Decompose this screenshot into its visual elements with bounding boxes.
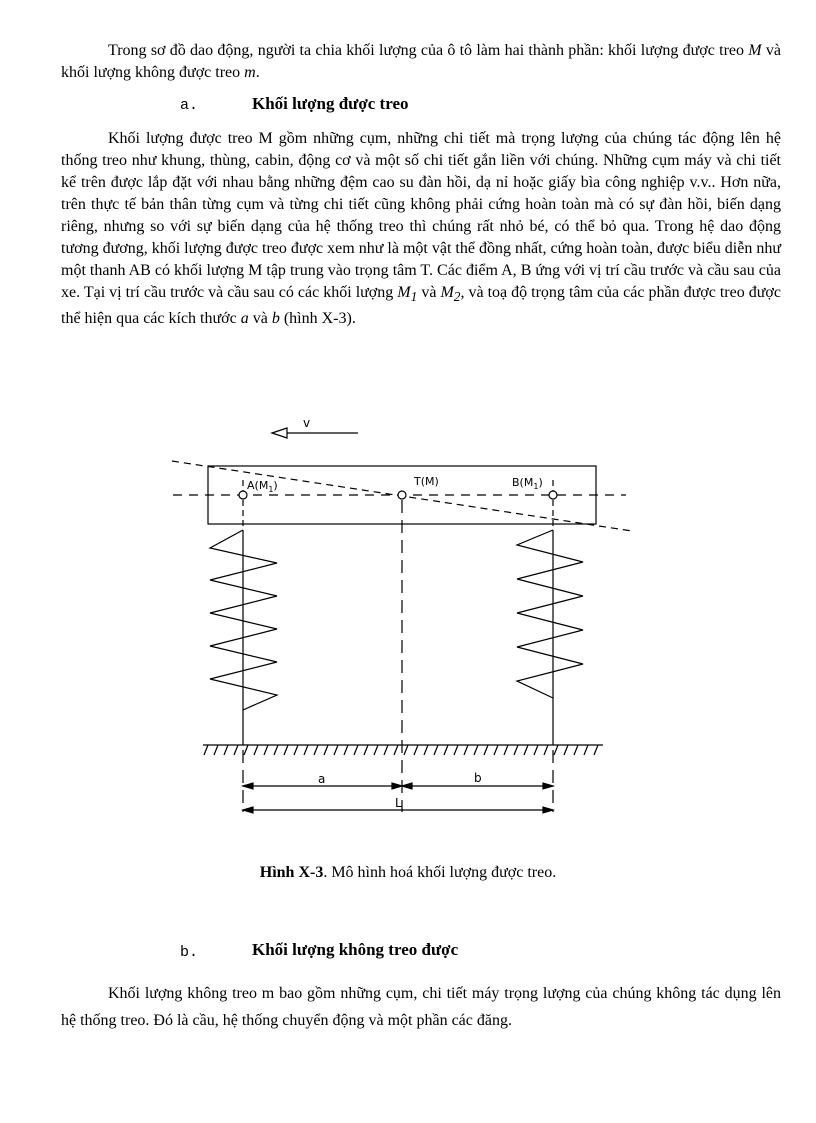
symbol-b: b bbox=[271, 310, 280, 328]
figure-number: Hình X-3 bbox=[259, 864, 324, 881]
paragraph-text: , và toạ độ trọng tâm của các phần được treo được thể hiện qua các kích thước bbox=[61, 284, 781, 328]
intro-text: Trong sơ đồ dao động, người ta chia khối lượng của ô tô làm hai thành phần: khối lượng được treo bbox=[108, 42, 749, 59]
symbol-M: M bbox=[748, 42, 762, 59]
figure-caption-text: . Mô hình hoá khối lượng được treo. bbox=[323, 864, 557, 881]
velocity-arrow-head bbox=[272, 428, 287, 438]
center-label: T(M) bbox=[414, 475, 439, 488]
paragraph-text: và bbox=[417, 284, 441, 301]
symbol-M2: M bbox=[440, 284, 454, 301]
section-b-marker: b. bbox=[180, 944, 199, 961]
symbol-a: a bbox=[240, 310, 249, 328]
dim-b-label: b bbox=[474, 771, 482, 785]
dim-arrow bbox=[402, 783, 412, 789]
point-a-label: $A(M_1)$ bbox=[247, 479, 278, 494]
point-b-label: $B(M_1)$ bbox=[512, 476, 543, 491]
dim-arrow bbox=[243, 807, 253, 813]
right-spring bbox=[517, 530, 583, 698]
section-b-paragraph: Khối lượng không treo m bao gồm những cụm, chi tiết máy trọng lượng của chúng không tác dụng lên hệ thống treo. Đó là cầu, hệ thống chuyển động và một phần các đăng. bbox=[61, 985, 781, 1029]
paragraph-text: (hình X-3). bbox=[279, 310, 356, 328]
section-b-title: Khối lượng không treo được bbox=[252, 940, 459, 959]
dim-arrow bbox=[543, 807, 553, 813]
dim-arrow bbox=[243, 783, 253, 789]
dim-l-label: L bbox=[395, 796, 402, 810]
subscript: 2 bbox=[453, 289, 461, 305]
section-a-marker: a. bbox=[180, 97, 199, 114]
section-a-title: Khối lượng được treo bbox=[252, 94, 409, 113]
paragraph-text: Khối lượng được treo M gồm những cụm, những chi tiết mà trọng lượng của chúng tác động lên hệ thống treo như khung, thùng, cabin, động cơ và một số chi tiết gắn liền với chúng. Những cụm máy và chi tiết kể trên được lắp đặt với nhau bằng những đệm cao su đàn hồi, dạ nỉ hoặc giấy bìa công nghiệp v.v.. Hơn nữa, trên thực tế bản thân từng cụm và từng chi tiết cũng không phải cứng hoàn toàn mà có sự đàn hồi, biến dạng riêng, nhưng so với sự biến dạng của hệ thống treo thì chúng rất nhỏ bé, có thể bỏ qua. Trong hệ dao động tương đương, khối lượng được treo được xem như là một vật thể đồng nhất, cứng hoàn toàn, được biểu diễn như một thanh AB có khối lượng M tập trung vào trọng tâm T. Các điểm A, B ứng với vị trí cầu trước và cầu sau của xe. Tại vị trí cầu trước và cầu sau có các khối lượng bbox=[61, 130, 781, 301]
point-a-marker bbox=[239, 491, 247, 499]
dim-arrow bbox=[543, 783, 553, 789]
subscript: 1 bbox=[410, 289, 418, 305]
dim-a-label: a bbox=[318, 772, 326, 786]
center-t-marker bbox=[398, 491, 406, 499]
ground-hatching bbox=[204, 745, 598, 755]
intro-text: và khối lượng không được treo bbox=[61, 42, 781, 81]
symbol-m: m bbox=[244, 64, 256, 81]
figure-caption bbox=[0, 864, 816, 882]
point-b-marker bbox=[549, 491, 557, 499]
symbol-M1: M bbox=[397, 284, 411, 301]
velocity-label: v bbox=[303, 416, 311, 430]
intro-text: . bbox=[255, 64, 260, 81]
paragraph-text: và bbox=[248, 310, 272, 328]
